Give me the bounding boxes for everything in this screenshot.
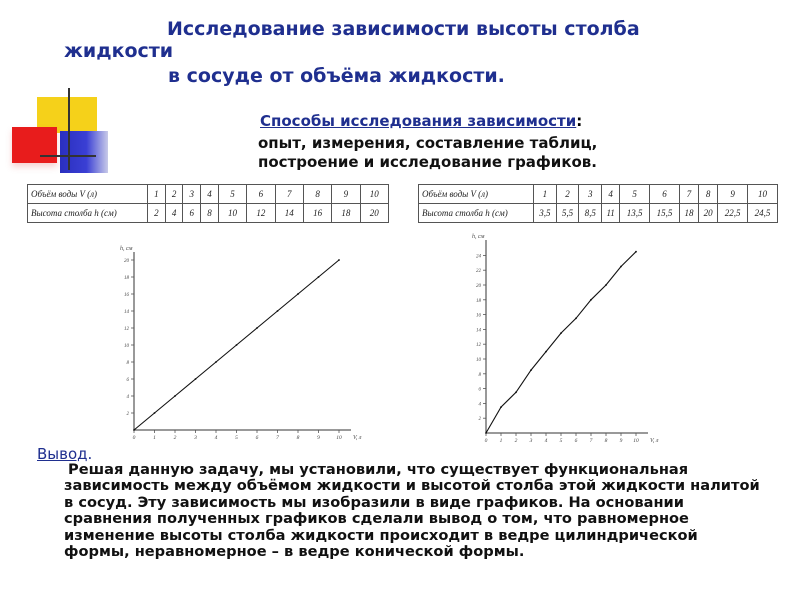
data-point bbox=[236, 344, 238, 346]
y-tick-label: 24 bbox=[476, 254, 481, 260]
table-cell: 22,5 bbox=[718, 204, 748, 223]
data-point bbox=[297, 293, 299, 295]
table-cell: 1 bbox=[534, 185, 557, 204]
table-row-height bbox=[419, 204, 778, 223]
y-tick-label: 8 bbox=[478, 372, 481, 378]
table-cell: 10 bbox=[360, 185, 388, 204]
y-tick-label: 6 bbox=[126, 378, 129, 383]
table-cell: 20 bbox=[360, 204, 388, 223]
methods-line-2: построение и исследование графиков. bbox=[258, 153, 597, 171]
x-tick-label: 3 bbox=[194, 435, 197, 441]
table-cell: 1 bbox=[148, 185, 166, 204]
table-cell: 15,5 bbox=[650, 204, 680, 223]
data-point bbox=[318, 276, 320, 278]
x-tick-label: 9 bbox=[317, 435, 320, 441]
table-cell: 4 bbox=[602, 185, 620, 204]
table-cell: 8 bbox=[303, 185, 331, 204]
methods-heading-text: Способы исследования зависимости bbox=[260, 112, 577, 130]
x-tick-label: 7 bbox=[276, 435, 279, 441]
y-tick-label: 4 bbox=[478, 402, 481, 408]
y-axis-label: h, см bbox=[472, 234, 485, 240]
data-point bbox=[215, 361, 217, 363]
table-cell: 3 bbox=[579, 185, 602, 204]
table-cell: 11 bbox=[602, 204, 620, 223]
methods-list bbox=[258, 134, 597, 172]
y-tick-label: 2 bbox=[478, 417, 481, 423]
y-tick-label: 12 bbox=[124, 327, 129, 332]
table-row-height bbox=[28, 204, 389, 223]
x-tick-label: 8 bbox=[296, 435, 300, 441]
table-cell: 8 bbox=[699, 185, 718, 204]
table-cell: 24,5 bbox=[748, 204, 778, 223]
data-table-right bbox=[418, 184, 778, 223]
data-point bbox=[635, 251, 637, 253]
table-row-label: Высота столба h (см) bbox=[28, 204, 148, 223]
y-tick-label: 20 bbox=[124, 259, 129, 264]
x-tick-label: 9 bbox=[619, 438, 623, 444]
x-tick-label: 7 bbox=[589, 438, 593, 444]
data-point bbox=[133, 429, 135, 431]
y-tick-label: 16 bbox=[476, 313, 481, 319]
x-tick-label: 5 bbox=[235, 435, 238, 441]
conclusion-label-text: Вывод bbox=[37, 445, 88, 463]
table-cell: 2 bbox=[556, 185, 579, 204]
table-cell: 5 bbox=[218, 185, 246, 204]
table-cell: 10 bbox=[748, 185, 778, 204]
data-point bbox=[485, 432, 487, 434]
table-cell: 16 bbox=[303, 204, 331, 223]
data-point bbox=[500, 406, 502, 408]
slide-title-line-2: жидкости bbox=[64, 40, 174, 62]
x-tick-label: 3 bbox=[529, 438, 533, 444]
data-point bbox=[620, 266, 622, 268]
x-tick-label: 1 bbox=[499, 438, 503, 444]
table-cell: 12 bbox=[247, 204, 275, 223]
table-cell: 5 bbox=[620, 185, 650, 204]
x-tick-label: 4 bbox=[544, 438, 548, 444]
table-cell: 20 bbox=[699, 204, 718, 223]
y-tick-label: 14 bbox=[476, 328, 481, 334]
decor-horizontal-line bbox=[40, 155, 96, 157]
y-axis-label: h, см bbox=[120, 246, 133, 252]
y-tick-label: 12 bbox=[476, 343, 481, 349]
graph-cone bbox=[466, 234, 696, 444]
table-cell: 7 bbox=[679, 185, 698, 204]
data-point bbox=[590, 299, 592, 301]
table-cell: 18 bbox=[679, 204, 698, 223]
table-cell: 3 bbox=[183, 185, 201, 204]
table-cell: 9 bbox=[332, 185, 360, 204]
data-point bbox=[338, 259, 340, 261]
conclusion-label-dot: . bbox=[87, 445, 93, 463]
table-row-volume bbox=[28, 185, 389, 204]
data-table-left bbox=[27, 184, 389, 223]
table-cell: 8 bbox=[201, 204, 219, 223]
slide-title-line-3: в сосуде от объёма жидкости. bbox=[168, 65, 505, 87]
y-tick-label: 10 bbox=[124, 344, 129, 349]
x-tick-label: 0 bbox=[484, 438, 488, 444]
y-tick-label: 10 bbox=[476, 358, 481, 363]
y-tick-label: 22 bbox=[476, 269, 481, 275]
y-tick-label: 18 bbox=[476, 298, 481, 304]
y-tick-label: 20 bbox=[476, 284, 481, 289]
table-cell: 14 bbox=[275, 204, 303, 223]
decor-vertical-line bbox=[68, 88, 70, 170]
y-tick-label: 2 bbox=[126, 412, 129, 417]
x-tick-label: 6 bbox=[255, 435, 259, 441]
table-cell: 10 bbox=[218, 204, 246, 223]
y-tick-label: 18 bbox=[124, 276, 129, 281]
x-tick-label: 10 bbox=[633, 438, 639, 444]
data-point bbox=[575, 317, 577, 319]
slide-title-line-1: Исследование зависимости высоты столба bbox=[167, 18, 640, 40]
data-point bbox=[277, 310, 279, 312]
table-cell: 2 bbox=[165, 185, 183, 204]
y-tick-label: 8 bbox=[126, 361, 129, 366]
table-cell: 6 bbox=[247, 185, 275, 204]
methods-line-1: опыт, измерения, составление таблиц, bbox=[258, 134, 598, 152]
graph-cylinder bbox=[110, 238, 370, 443]
data-point bbox=[530, 369, 532, 371]
table-cell: 4 bbox=[165, 204, 183, 223]
x-tick-label: 4 bbox=[214, 435, 218, 441]
table-cell: 6 bbox=[650, 185, 680, 204]
x-tick-label: 1 bbox=[153, 435, 156, 441]
y-tick-label: 4 bbox=[126, 395, 129, 400]
methods-heading-colon: : bbox=[576, 112, 583, 130]
table-cell: 2 bbox=[148, 204, 166, 223]
y-tick-label: 16 bbox=[124, 293, 129, 298]
x-tick-label: 5 bbox=[559, 438, 563, 444]
x-tick-label: 8 bbox=[604, 438, 608, 444]
table-cell: 13,5 bbox=[620, 204, 650, 223]
x-tick-label: 6 bbox=[574, 438, 578, 444]
table-cell: 7 bbox=[275, 185, 303, 204]
table-cell: 3,5 bbox=[534, 204, 557, 223]
table-cell: 18 bbox=[332, 204, 360, 223]
data-point bbox=[515, 391, 517, 393]
x-axis-label: V, л bbox=[650, 438, 659, 444]
data-point bbox=[560, 332, 562, 334]
table-cell: 5,5 bbox=[556, 204, 579, 223]
table-row-label: Объём воды V (л) bbox=[419, 185, 534, 204]
table-cell: 4 bbox=[201, 185, 219, 204]
table-row-volume bbox=[419, 185, 778, 204]
table-row-label: Объём воды V (л) bbox=[28, 185, 148, 204]
table-row-label: Высота столба h (см) bbox=[419, 204, 534, 223]
x-tick-label: 10 bbox=[336, 435, 342, 441]
table-cell: 8,5 bbox=[579, 204, 602, 223]
decor-red-square bbox=[12, 127, 57, 163]
series-line bbox=[486, 252, 636, 433]
table-cell: 6 bbox=[183, 204, 201, 223]
data-point bbox=[256, 327, 258, 329]
methods-heading bbox=[260, 112, 582, 130]
y-tick-label: 6 bbox=[478, 387, 481, 393]
x-axis-label: V, л bbox=[353, 435, 362, 441]
table-cell: 9 bbox=[718, 185, 748, 204]
y-tick-label: 14 bbox=[124, 310, 129, 315]
x-tick-label: 2 bbox=[514, 438, 518, 444]
data-point bbox=[195, 378, 197, 380]
data-point bbox=[174, 395, 176, 397]
data-point bbox=[605, 284, 607, 286]
conclusion-text: Решая данную задачу, мы установили, что существует функциональная зависимость между объёмом жидкости и высотой столба этой жидкости налитой в сосуд. Эту зависимость мы изобразили в виде графиков. На основании сравнения полученных графиков сделали вывод о том, что равномерное изменение высоты столба жидкости происходит в ведре цилиндрической формы, неравномерное – в ведре конической формы. bbox=[64, 461, 760, 561]
data-point bbox=[154, 412, 156, 414]
x-tick-label: 2 bbox=[173, 435, 177, 441]
x-tick-label: 0 bbox=[132, 435, 136, 441]
data-point bbox=[545, 351, 547, 353]
